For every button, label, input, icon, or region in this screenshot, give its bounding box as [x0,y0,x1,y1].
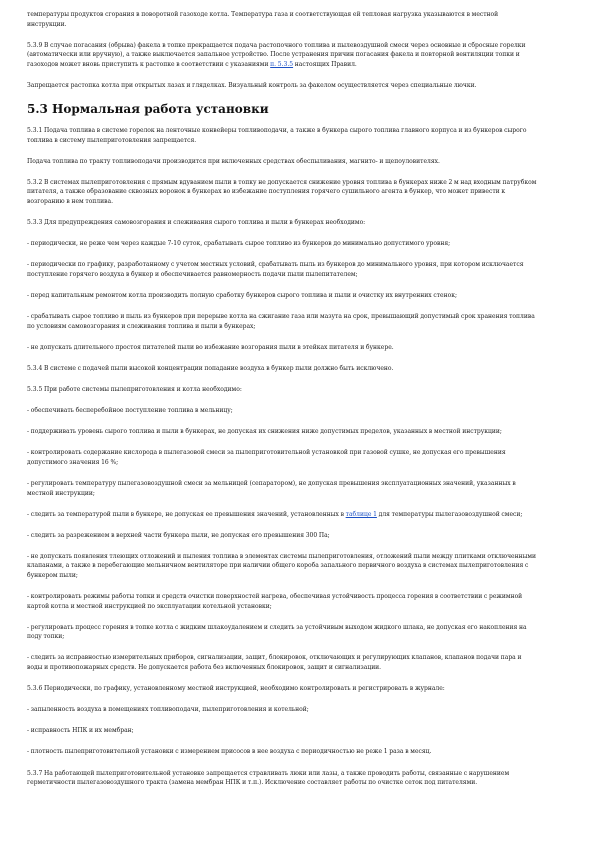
paragraph-text: 5.3.6 Периодически, по графику, установленному местной инструкцией, необходимо контролировать и регистрировать в журнале: [27,685,445,693]
paragraph-p-535h [27,592,538,611]
paragraph-p-535i [27,623,538,642]
paragraph-p-535b [27,427,538,437]
paragraph-text: 5.3.4 В системе с подачей пыли высокой концентрации попадание воздуха в бункер пыли должно быть исключено. [27,364,394,372]
paragraph-text: - обеспечивать бесперебойное поступление топлива в мельницу; [27,407,233,415]
paragraph-text: - периодически, не реже чем через каждые 7-10 суток, срабатывать сырое топливо из бункеров до минимально допустимого уровня; [27,240,451,248]
paragraph-text: - плотность пылеприготовительной установки с измерением присосов в нее воздуха с периодичностью не реже 1 раза в месяц. [27,748,432,756]
paragraph-p-534 [27,364,538,374]
paragraph-text: - следить за разрежением в верхней части бункера пыли, не допуская его превышения 300 Па; [27,531,330,539]
paragraph-text: 5.3.1 Подача топлива в системе горелок на ленточные конвейеры топливоподачи, а также в бункера сырого топлива главного корпуса и из бункеров сырого топлива в систему пылеприготовления запрещается. [27,127,527,144]
paragraph-text: - следить за температурой пыли в бункере, не допуская ее превышения значений, установленных в [27,510,346,518]
paragraph-text: 5.3.2 В системах пылеприготовления с прямым вдуванием пыли в топку не допускается снижение уровня топлива в бункерах ниже 2 м над входным патрубком питателя, а также образование сквозных воронок в бункерах во избежание поступления горячего сушильного агента в бункер, что может привести к возгоранию в нем топлива. [27,178,537,206]
paragraph-p-536c [27,747,538,757]
paragraph-p-536b [27,726,538,736]
paragraph-p-536a [27,705,538,715]
paragraph-p-533c [27,291,538,301]
paragraph-p-532 [27,178,538,207]
paragraph-text: - следить за исправностью измерительных приборов, сигнализации, защит, блокировок, отключающих и регулирующих клапанов, клапанов подачи пара и воды и противопожарных средств. Не допускается работа без включенных блокировок, защит и сигнализации. [27,654,522,672]
paragraph-text: - регулировать процесс горения в топке котла с жидким шлакоудалением и следить за устойчивым выходом жидкого шлака, не допуская его накопления на поду топки; [27,623,527,641]
cross-reference-link[interactable]: п. 5.3.5 [270,60,294,68]
paragraph-p-ban [27,81,538,91]
paragraph-p-531b [27,157,538,167]
paragraph-text: - не допускать появления тлеющих отложений и пыления топлива в элементах системы пылеприготовления, отложений пыли между плитками отключенными клапанами, а также в перебегающие мельничном вентиляторе при наличии общего короба запального первичного воздуха в системах пылеприготовления с бункером пыли; [27,552,537,579]
paragraph-text: настоящих Правил. [293,60,357,68]
paragraph-p-531 [27,126,538,145]
paragraph-p-537 [27,769,538,788]
paragraph-p-535 [27,385,538,395]
paragraph-p-535a [27,406,538,416]
paragraph-text: - исправность НПК и их мембран; [27,727,134,735]
paragraph-p-533 [27,218,538,228]
paragraph-text: Подача топлива по тракту топливоподачи производится при включенных средствах обеспыливания, магнито- и щепоуловителях. [27,157,440,165]
paragraphs-top [27,10,538,91]
paragraph-text: Запрещается растопка котла при открытых лазах и гляделках. Визуальный контроль за факелом осуществляется через специальные лючки. [27,81,477,89]
paragraph-p-539 [27,41,538,70]
paragraph-p-cont [27,10,538,29]
paragraph-text: - периодически по графику, разработанному с учетом местных условий, срабатывать пыль из бункеров до минимального уровня, при котором исключается поступление горячего воздуха в бункер и обеспечивается равномерность подачи пыли пылепитателем; [27,261,524,278]
paragraphs-main [27,126,538,788]
paragraph-text: для температуры пылегазовоздушной смеси; [376,510,523,518]
paragraph-p-535c [27,448,538,467]
paragraph-p-533a [27,239,538,249]
paragraph-text: 5.3.3 Для предупреждения самовозгорания и слеживания сырого топлива и пыли в бункерах необходимо: [27,219,366,227]
paragraph-text: - контролировать режимы работы топки и средств очистки поверхностей нагрева, обеспечивая устойчивость процесса горения в соответствии с режимной картой котла и местной инструкцией по эксплуатации котельной установки; [27,593,523,610]
paragraph-text: 5.3.5 При работе системы пылеприготовления и котла необходимо: [27,385,242,393]
paragraph-text: - не допускать длительного простоя питателей пыли во избежание возгорания пыли в этейках питателя и бункере. [27,343,394,351]
paragraph-p-535g [27,552,538,581]
paragraph-p-533b [27,260,538,279]
paragraph-text: температуры продуктов сгорания в поворотной газоходе котла. Температура газа и соответствующая ей тепловая нагрузка указываются в местной инструкции. [27,11,499,28]
paragraph-text: - запыленность воздуха в помещениях топливоподачи, пылеприготовления и котельной; [27,706,309,714]
paragraph-p-533e [27,343,538,353]
paragraph-p-535e [27,510,538,520]
paragraph-text: 5.3.7 На работающей пылеприготовительной установке запрещается стравливать люки или лазы, а также проводить работы, связанные с нарушением герметичности пылегазовоздушного тракта (замена мембран НПК и т.п.). Исключение составляет работы по очистке сеток под питателями. [27,769,510,787]
paragraph-text: - поддерживать уровень сырого топлива и пыли в бункерах, не допуская их снижения ниже допустимых пределов, указанных в местной инструкции; [27,428,502,436]
paragraph-p-536 [27,684,538,694]
paragraph-p-533d [27,312,538,331]
paragraph-p-535f [27,531,538,541]
paragraph-text: - регулировать температуру пылегазовоздушной смеси за мельницей (сепаратором), не допуская превышения эксплуатационных значений, указанных в местной инструкции; [27,479,516,497]
paragraph-text: 5.3.9 В случае погасания (обрыва) факела в топке прекращается подача растопочного топлива и пылевоздушной смеси через основные и сбросные горелки (автоматически или вручную), а также выключается запальное устройство. После устранения причин погасания факела и повторной вентиляции топки и газоходов может вновь приступить к растопке в соответствии с указаниями [27,41,526,68]
paragraph-text: - срабатывать сырое топливо и пыль из бункеров при перерыве котла на сжигание газа или мазута на срок, превышающий допустимый срок хранения топлива по условиям самовозгорания и слеживания топлива и пыли в бункерах; [27,313,535,330]
paragraph-p-535d [27,479,538,498]
cross-reference-link[interactable]: таблице 1 [345,510,377,518]
paragraph-text: - контролировать содержание кислорода в пылегазовой смеси за пылеприготовительной установкой при газовой сушке, не допуская его превышения допустимого значения 16 %; [27,449,506,466]
paragraph-text: - перед капитальным ремонтом котла производить полную сработку бункеров сырого топлива и пыли и очистку их внутренних стенок; [27,292,457,299]
paragraph-p-535j [27,653,538,672]
section-heading: 5.3 Нормальная работа установки [27,102,269,117]
